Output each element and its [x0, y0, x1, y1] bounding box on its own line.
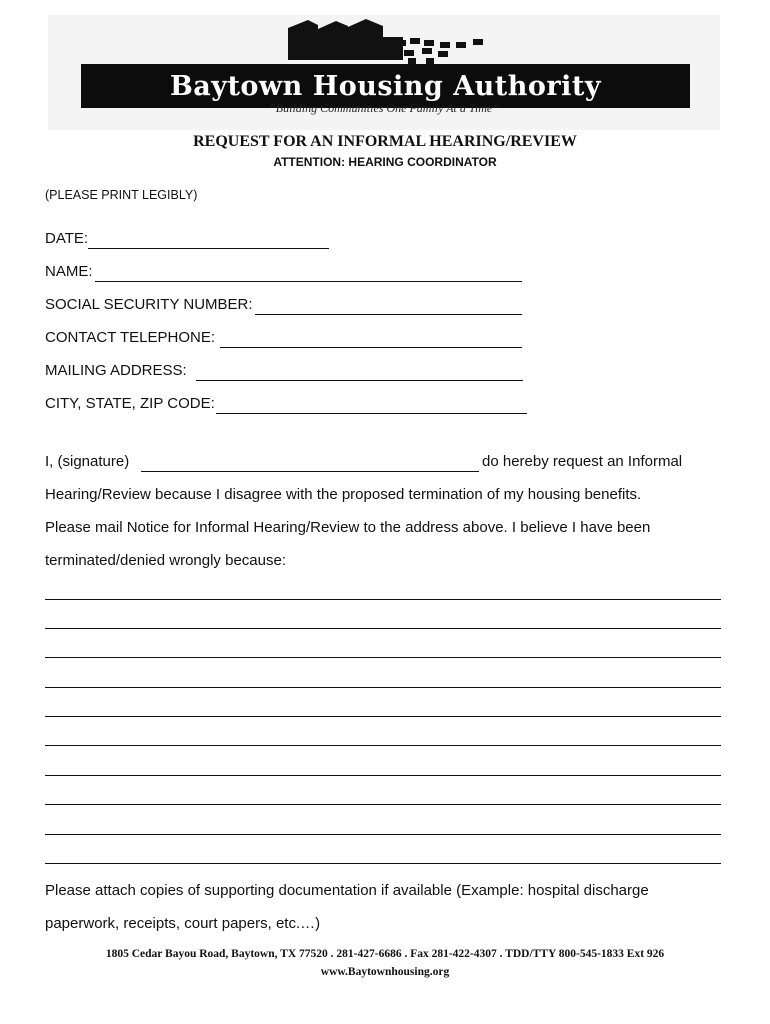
- reason-line-3[interactable]: [45, 657, 721, 658]
- signature-label: I, (signature): [45, 453, 130, 470]
- attach-note-line-2: paperwork, receipts, court papers, etc.…): [45, 915, 321, 932]
- address-field[interactable]: [196, 380, 523, 381]
- name-label: NAME:: [45, 263, 93, 280]
- date-field[interactable]: [88, 248, 329, 249]
- phone-label: CONTACT TELEPHONE:: [45, 329, 220, 346]
- reason-line-6[interactable]: [45, 745, 721, 746]
- reason-line-4[interactable]: [45, 687, 721, 688]
- city-state-zip-field[interactable]: [216, 413, 527, 414]
- logo-tagline: “Building Communities One Family At a Time”: [269, 101, 499, 115]
- reason-line-2[interactable]: [45, 628, 721, 629]
- reason-line-9[interactable]: [45, 834, 721, 835]
- attach-note-line-1: Please attach copies of supporting documentation if available (Example: hospital discharge: [45, 882, 649, 899]
- statement-line-3: Please mail Notice for Informal Hearing/Review to the address above. I believe I have been: [45, 519, 651, 536]
- city-label: CITY, STATE, ZIP CODE:: [45, 395, 215, 412]
- signature-field[interactable]: [141, 471, 479, 472]
- date-label: DATE:: [45, 230, 89, 247]
- organization-logo: [48, 15, 720, 130]
- name-field[interactable]: [95, 281, 522, 282]
- statement-line-2: Hearing/Review because I disagree with the proposed termination of my housing benefits.: [45, 486, 642, 503]
- logo-banner: Baytown Housing Authority: [81, 64, 690, 108]
- ssn-field[interactable]: [255, 314, 522, 315]
- form-subtitle: ATTENTION: HEARING COORDINATOR: [273, 155, 497, 169]
- reason-line-7[interactable]: [45, 775, 721, 776]
- footer-contact: 1805 Cedar Bayou Road, Baytown, TX 77520 . 281-427-6686 . Fax 281-422-4307 . TDD/TTY 800-545-1833 Ext 926: [105, 948, 665, 960]
- address-label: MAILING ADDRESS:: [45, 362, 191, 379]
- reason-line-10[interactable]: [45, 863, 721, 864]
- reason-line-1[interactable]: [45, 599, 721, 600]
- signature-suffix: do hereby request an Informal: [482, 453, 683, 470]
- reason-line-8[interactable]: [45, 804, 721, 805]
- statement-line-4: terminated/denied wrongly because:: [45, 552, 286, 569]
- ssn-label: SOCIAL SECURITY NUMBER:: [45, 296, 253, 313]
- reason-line-5[interactable]: [45, 716, 721, 717]
- footer-website[interactable]: www.Baytownhousing.org: [320, 966, 450, 978]
- form-title: REQUEST FOR AN INFORMAL HEARING/REVIEW: [193, 133, 577, 150]
- print-note: (PLEASE PRINT LEGIBLY): [45, 188, 198, 202]
- phone-field[interactable]: [220, 347, 522, 348]
